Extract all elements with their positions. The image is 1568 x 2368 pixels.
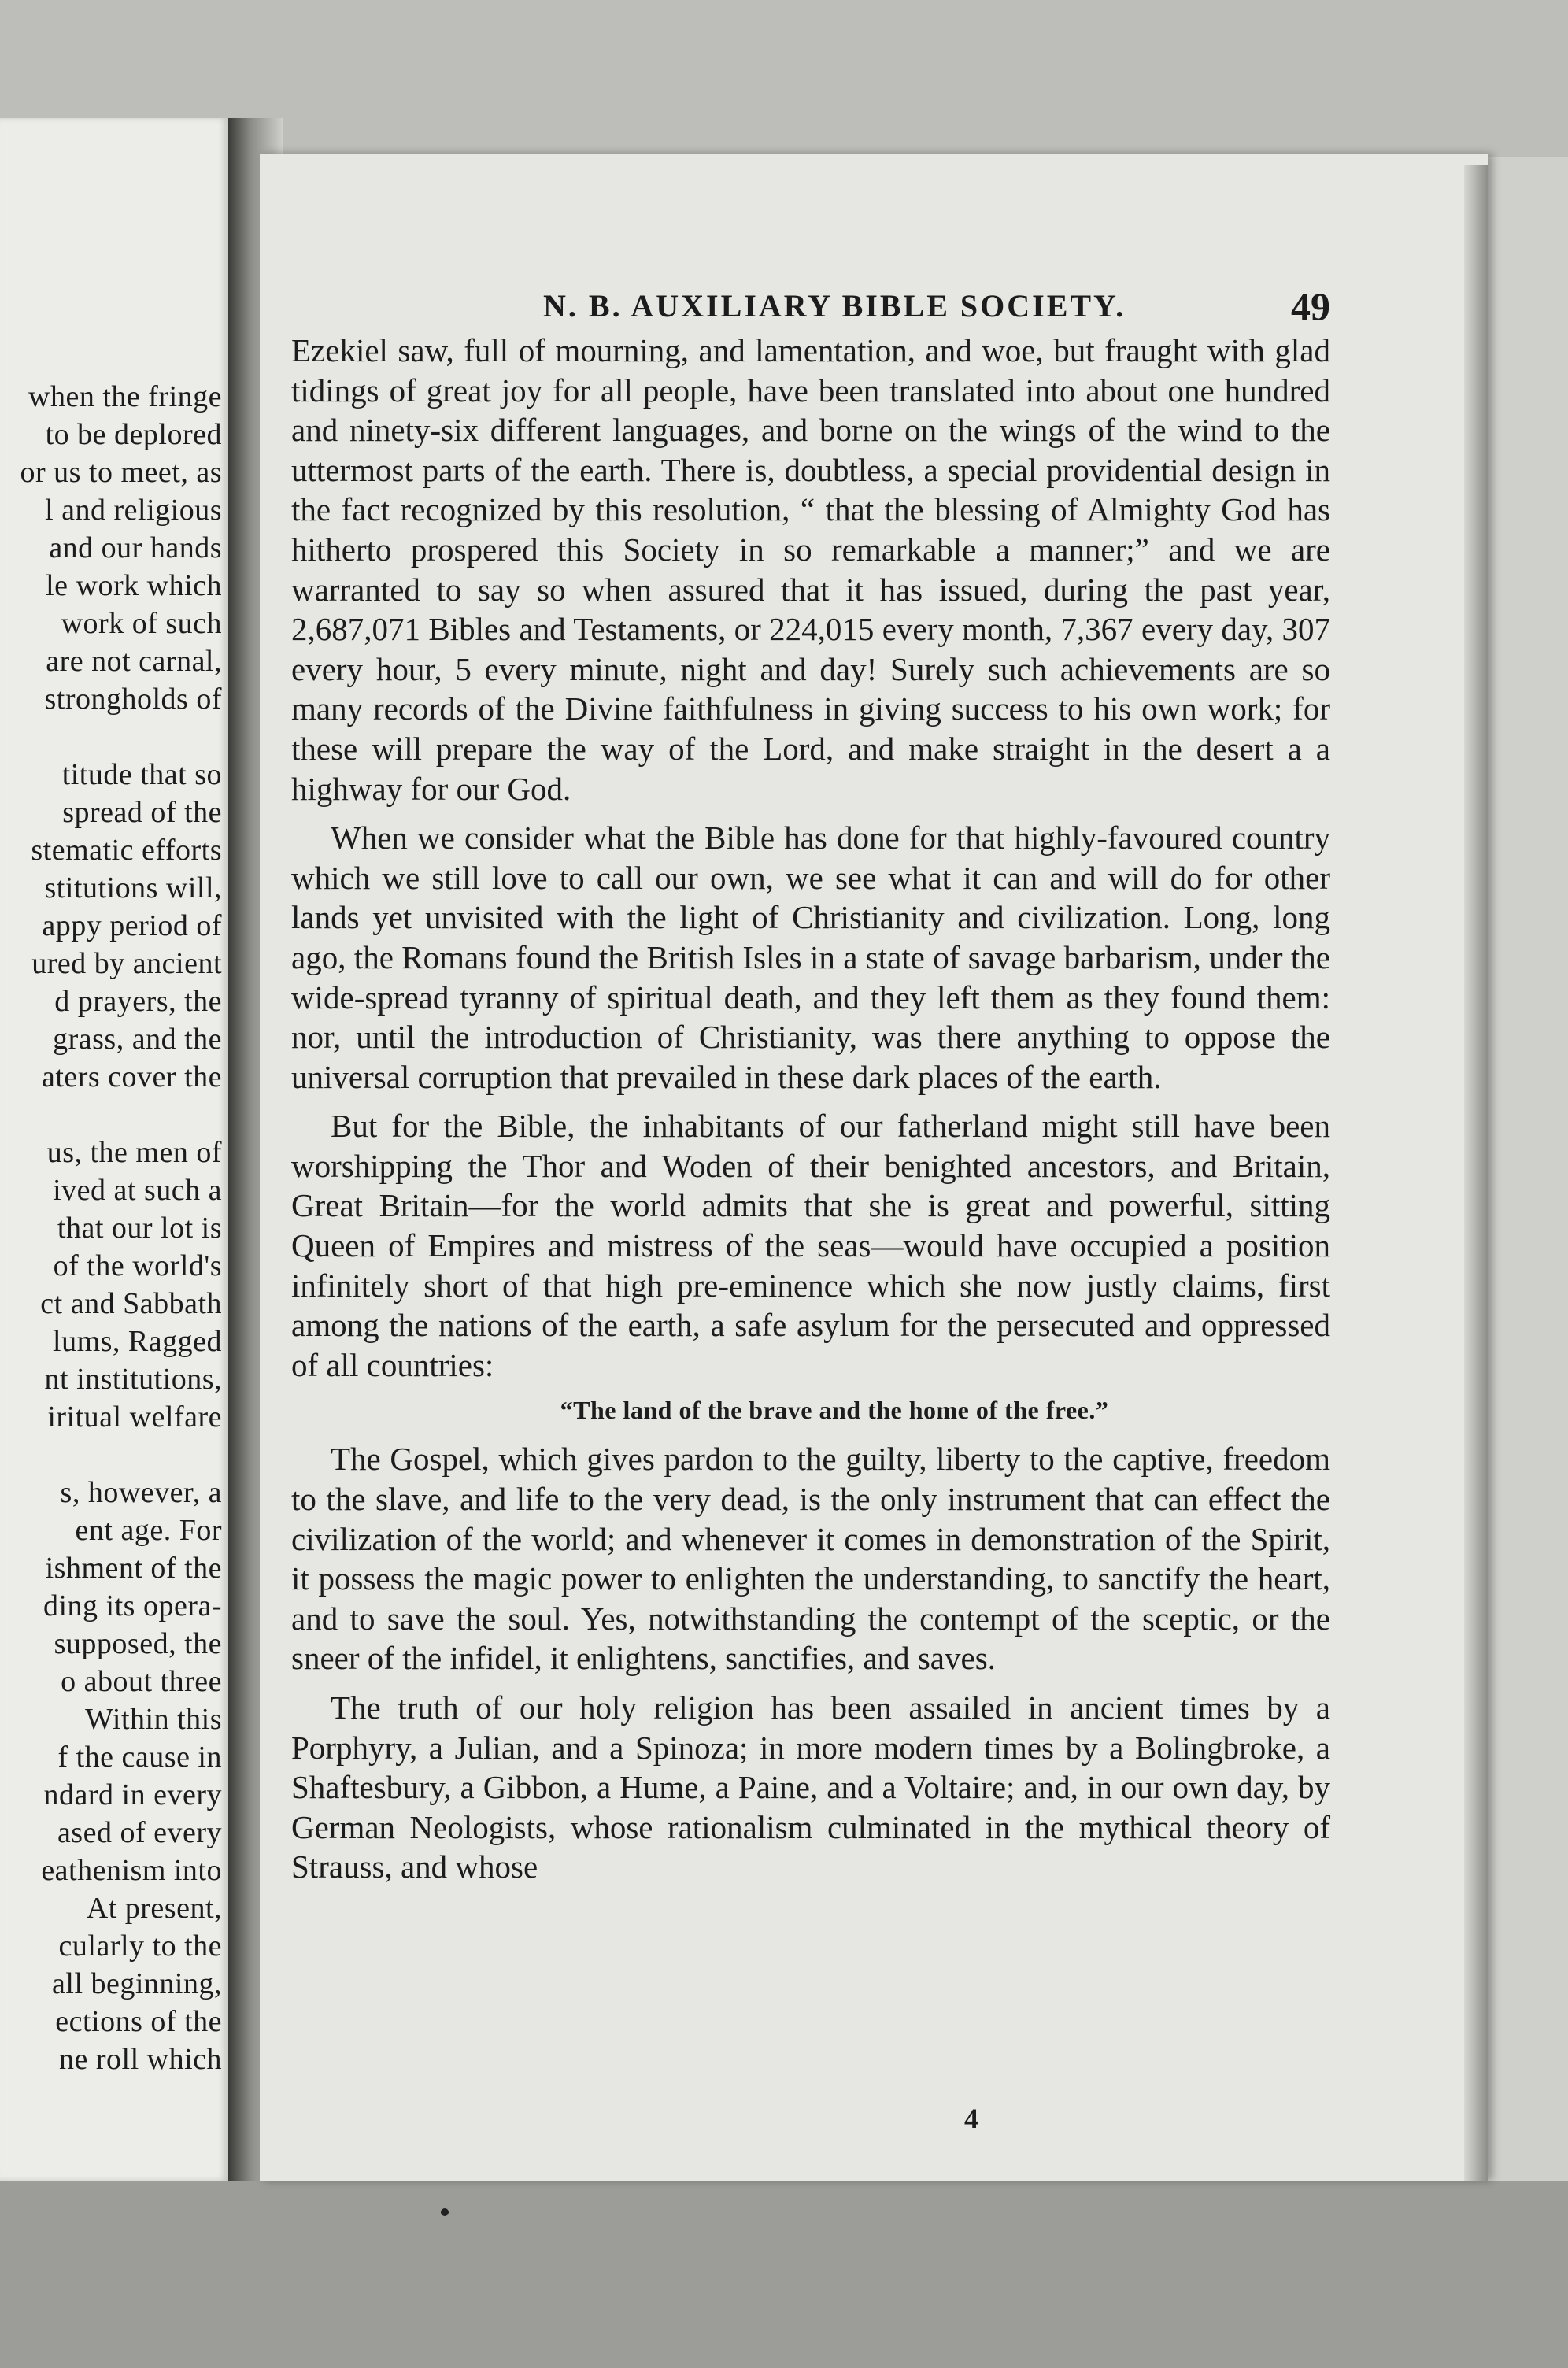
left-page-line: that our lot is [57,1212,222,1245]
left-page-line: eathenism into [41,1854,222,1887]
left-page-text [0,378,222,2078]
left-page-line: ishment of the [45,1552,222,1585]
left-page-line: aters cover the [41,1060,222,1093]
left-page-line: Within this [85,1703,222,1736]
block-quote: “The land of the brave and the home of the free.” [560,1396,1109,1425]
left-page-line: are not carnal, [46,645,222,678]
left-page-line: o about three [61,1665,222,1698]
left-page-line: titude that so [61,758,222,791]
paragraph: The truth of our holy religion has been assailed in ancient times by a Porphyry, a Julian, and a Spinoza; in more modern times by a Bolingbroke, a Shaftesbury, a Gibbon, a Hume, a Paine, and a Voltaire; and, in our own day, by German Neologists, whose rationalism culminated in the mythical theory of Strauss, and whose [291,1689,1330,1885]
left-page-line: f the cause in [57,1741,222,1774]
left-page-line: spread of the [62,796,222,829]
left-page-line: to be deplored [45,418,222,451]
left-page-line: stitutions will, [44,871,222,905]
left-page-line: cularly to the [58,1930,222,1963]
left-page-line: when the fringe [28,380,222,413]
page-edge [1464,165,1488,2181]
left-page-line [0,1436,222,1474]
left-page-line: iritual welfare [47,1400,222,1434]
left-page-line: ding its opera- [43,1589,222,1622]
left-page-line: nt institutions, [44,1363,222,1396]
left-page-line [0,1096,222,1134]
left-page-line: ent age. For [75,1514,222,1547]
left-page-line: and our hands [49,531,222,564]
left-page-line: stematic efforts [31,834,222,867]
left-page-line: ct and Sabbath [40,1287,222,1320]
ink-dot [441,2208,449,2216]
running-head: N. B. AUXILIARY BIBLE SOCIETY. [543,288,1126,324]
page-number: 49 [1291,284,1330,328]
left-page-line: s, however, a [60,1476,222,1509]
signature-mark: 4 [964,2103,978,2134]
paragraph: The Gospel, which gives pardon to the guilty, liberty to the captive, freedom to the slave, and life to the very dead, is the only instrument that can effect the civilization of the world; and whenever it comes in demonstration of the Spirit, it possess the magic power to enlighten the understanding, to sanctify the heart, and to save the soul. Yes, notwithstanding the contempt of the sceptic, or the sneer of the infidel, it enlightens, sanctifies, and saves. [291,1441,1330,1677]
left-page-line: ndard in every [43,1778,222,1811]
paragraph: When we consider what the Bible has done for that highly-favoured country which we still love to call our own, we see what it can and will do for other lands yet unvisited with the light of Christianity and civilization. Long, long ago, the Romans found the British Isles in a state of savage barbarism, under the wide-spread tyranny of spiritual death, and they left them as they found them: nor, until the introduction of Christianity, was there anything to oppose the universal corruption that prevailed in these dark places of the earth. [291,820,1330,1095]
left-page-line: ased of every [57,1816,222,1849]
left-page-line: supposed, the [54,1627,222,1660]
left-page-line: l and religious [45,494,222,527]
left-page-line: lums, Ragged [53,1325,222,1358]
left-page-line [0,718,222,756]
left-page-line: ne roll which [58,2043,222,2076]
left-page-line: ured by ancient [31,947,222,980]
left-page-line: d prayers, the [54,985,222,1018]
left-page-line: appy period of [42,909,222,942]
scan-background-bottom [0,2181,1568,2368]
paragraph: Ezekiel saw, full of mourning, and lamentation, and woe, but fraught with glad tidings of great joy for all people, have been translated into about one hundred and ninety-six different languages, and borne on the wings of the wind to the uttermost parts of the earth. There is, doubtless, a special providential design in the fact recognized by this resolution, “ that the blessing of Almighty God has hitherto prospered this Society in so remarkable a manner;” and we are warranted to say so when assured that it has issued, during the past year, 2,687,071 Bibles and Testaments, or 224,015 every month, 7,367 every day, 307 every hour, 5 every minute, night and day! Surely such achievements are so many records of the Divine faithfulness in giving success to his own work; for these will prepare the way of the Lord, and make straight in the desert a a highway for our God. [291,332,1330,807]
left-page-line: us, the men of [46,1136,222,1169]
left-page-line: grass, and the [53,1023,222,1056]
left-page-line: At present, [86,1892,222,1925]
left-page-line: ections of the [55,2005,222,2038]
left-page [0,118,228,2181]
left-page-line: le work which [46,569,222,602]
paragraph: But for the Bible, the inhabitants of our fatherland might still have been worshipping the Thor and Woden of their benighted ancestors, and Britain, Great Britain—for the world admits that she is great and powerful, sitting Queen of Empires and mistress of the seas—would have occupied a position infinitely short of that high pre-eminence which she now justly claims, first among the nations of the earth, a safe asylum for the persecuted and oppressed of all countries: [291,1108,1330,1383]
left-page-line: ived at such a [53,1174,222,1207]
left-page-line: of the world's [53,1249,222,1282]
left-page-line: all beginning, [52,1967,222,2000]
left-page-line: strongholds of [44,683,222,716]
left-page-line: or us to meet, as [20,456,222,489]
left-page-line: work of such [61,607,222,640]
body-text [291,331,1330,1887]
